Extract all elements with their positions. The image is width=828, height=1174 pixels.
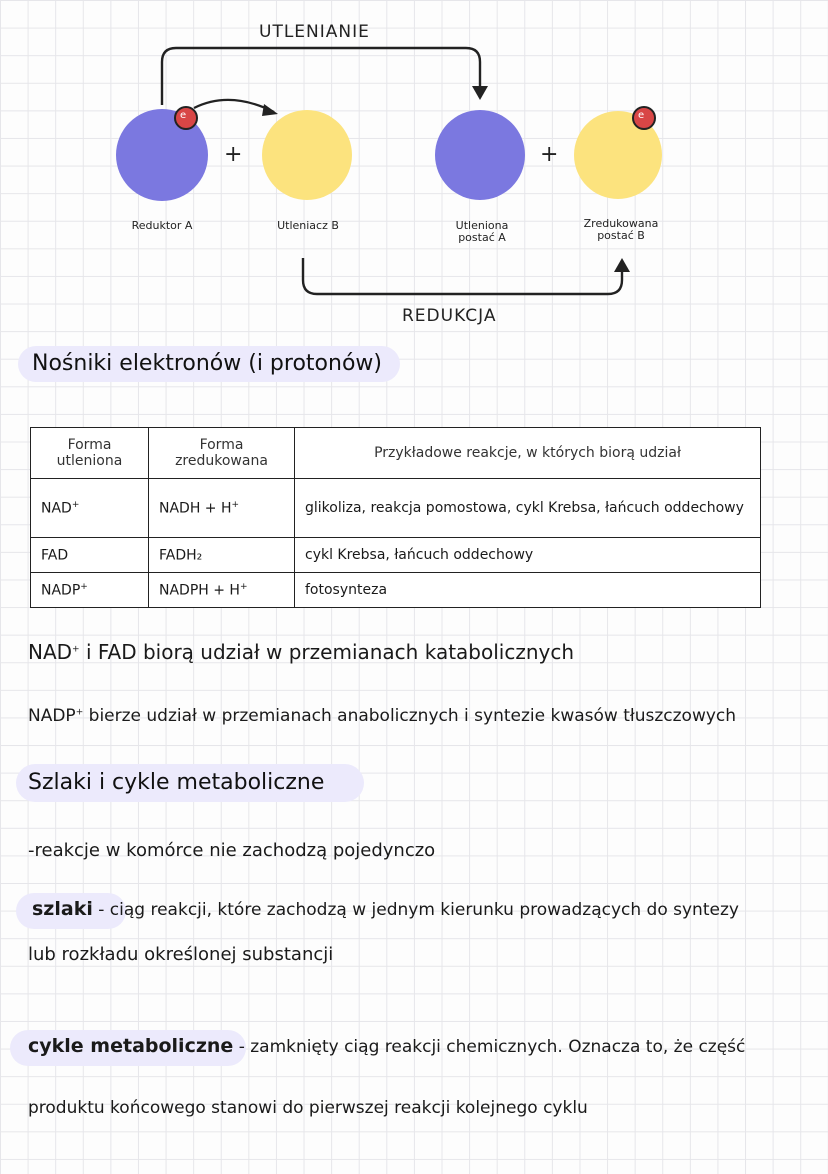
note-nadp-charge: + (75, 707, 84, 718)
carriers-table (30, 427, 761, 608)
cykle-def-line2: produktu końcowego stanowi do pierwszej reakcji kolejnego cyklu (28, 1098, 588, 1118)
header-oxidized-line1: Forma (67, 437, 112, 453)
reductor-a-label: Reduktor A (131, 219, 193, 232)
header-reduced-line1: Forma (199, 437, 244, 453)
redox-diagram-drawing (0, 0, 828, 340)
oxidized-a-molecule (435, 110, 525, 200)
cell-oxidized (31, 538, 149, 573)
cell-oxidized-text: FAD (41, 547, 69, 564)
reduction-arrowhead (614, 258, 630, 272)
reduced-b-label (566, 218, 676, 242)
pathways-intro: -reakcje w komórce nie zachodzą pojedynczo (28, 840, 436, 861)
table-row (31, 573, 761, 608)
oxidation-label: UTLENIANIE (259, 22, 370, 42)
cell-oxidized (31, 573, 149, 608)
cell-reactions: cykl Krebsa, łańcuch oddechowy (295, 538, 761, 573)
oxidation-arrow (162, 48, 480, 105)
note-nadp-text: bierze udział w przemianach anabolicznych i syntezie kwasów tłuszczowych (83, 706, 737, 726)
szlaki-def-line2: lub rozkładu określonej substancji (28, 944, 334, 965)
cell-reduced (149, 479, 295, 538)
pathways-heading: Szlaki i cykle metaboliczne (28, 770, 325, 795)
header-reduced (149, 428, 295, 479)
table-header-row (31, 428, 761, 479)
cell-reduced-charge: + (231, 499, 240, 510)
header-reactions: Przykładowe reakcje, w których biorą udział (295, 428, 761, 479)
table-row (31, 538, 761, 573)
electron-transfer-arrow (194, 100, 274, 112)
oxidation-arrowhead (472, 86, 488, 100)
cell-reduced-text: NADPH + H (159, 582, 240, 599)
electron-symbol: e (180, 110, 187, 121)
carriers-heading: Nośniki elektronów (i protonów) (32, 351, 382, 376)
cell-oxidized (31, 479, 149, 538)
cykle-term: cykle metaboliczne (28, 1035, 234, 1057)
electron-symbol: e (638, 110, 645, 121)
cell-reactions: fotosynteza (295, 573, 761, 608)
note-nadp-term: NADP (28, 706, 76, 726)
note-nadp (28, 706, 736, 726)
note-nad-term: NAD (28, 640, 73, 664)
header-reduced-line2: zredukowana (175, 453, 268, 469)
szlaki-def-line1: - ciąg reakcji, które zachodzą w jednym kierunku prowadzących do syntezy (92, 900, 739, 920)
cell-reactions: glikoliza, reakcja pomostowa, cykl Krebsa, łańcuch oddechowy (295, 479, 761, 538)
cell-reduced (149, 573, 295, 608)
oxidized-a-label-line2: postać A (458, 231, 506, 244)
szlaki-definition (32, 898, 739, 920)
reduced-b-label-line2: postać B (597, 229, 645, 242)
cell-oxidized-charge: + (71, 499, 80, 510)
redox-diagram (0, 0, 828, 340)
note-nad-fad (28, 640, 574, 664)
cykle-definition (28, 1035, 745, 1057)
header-oxidized (31, 428, 149, 479)
oxidant-b-label: Utleniacz B (277, 219, 339, 232)
plus-sign: + (224, 142, 243, 167)
electron-transfer-arrowhead (262, 104, 278, 116)
table-row (31, 479, 761, 538)
cell-oxidized-charge: + (80, 581, 88, 592)
oxidized-a-label (432, 220, 532, 244)
cykle-def-line1: - zamknięty ciąg reakcji chemicznych. Oznacza to, że część (233, 1037, 746, 1057)
note-nad-charge: + (72, 644, 80, 655)
cell-reduced (149, 538, 295, 573)
reduction-arrow (303, 258, 622, 294)
reduced-b-label-line1: Zredukowana (583, 217, 659, 230)
cell-reduced-text: FADH₂ (159, 547, 203, 564)
plus-sign: + (540, 142, 559, 167)
oxidant-b-molecule (262, 110, 352, 200)
header-oxidized-line2: utleniona (56, 453, 123, 469)
note-nad-text: i FAD biorą udział w przemianach katabolicznych (79, 640, 575, 664)
cell-reduced-text: NADH + H (159, 500, 232, 517)
cell-oxidized-text: NADP (41, 582, 81, 599)
szlaki-term: szlaki (32, 898, 93, 920)
reduction-label: REDUKCJA (402, 306, 497, 326)
oxidized-a-label-line1: Utleniona (455, 219, 509, 232)
cell-reduced-charge: + (239, 581, 248, 592)
cell-oxidized-text: NAD (41, 500, 72, 517)
